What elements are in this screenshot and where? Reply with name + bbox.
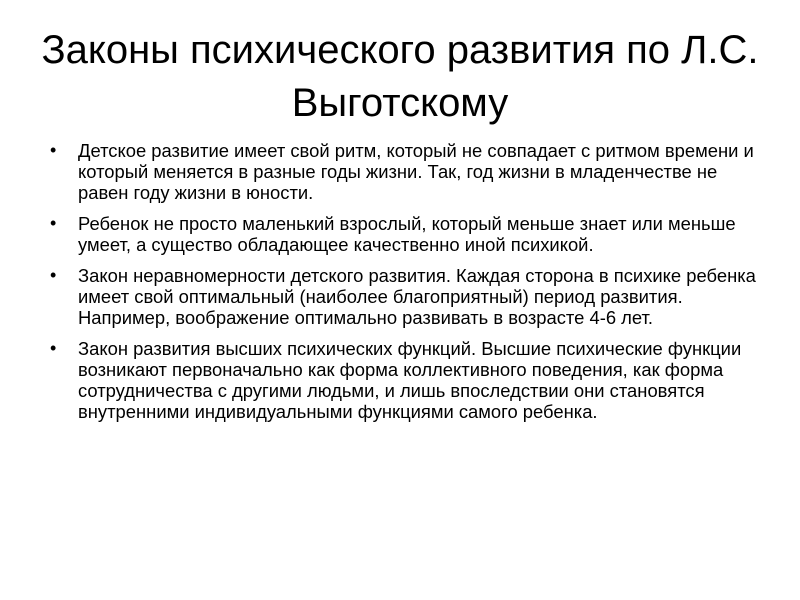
bullet-item [48, 213, 760, 255]
bullet-item [48, 265, 760, 328]
bullet-list [48, 140, 760, 432]
bullet-dot-icon: • [50, 140, 57, 160]
bullet-text: Ребенок не просто маленький взрослый, который меньше знает или меньше умеет, а существо обладающее качественно иной психикой. [78, 213, 736, 255]
bullet-item [48, 140, 760, 203]
bullet-text: Детское развитие имеет свой ритм, который не совпадает с ритмом времени и который меняется в разные годы жизни. Так, год жизни в младенчестве не равен году жизни в юности. [78, 140, 754, 203]
bullet-text: Закон развития высших психических функций. Высшие психические функции возникают первоначально как форма коллективного поведения, как форма сотрудничества с другими людьми, и лишь впоследствии они становятся внутренними индивидуальными функциями самого ребенка. [78, 338, 742, 422]
bullet-dot-icon: • [50, 213, 57, 233]
bullet-dot-icon: • [50, 265, 57, 285]
bullet-item [48, 338, 760, 422]
bullet-dot-icon: • [50, 338, 57, 358]
slide-title: Законы психического развития по Л.С. Выготскому [41, 28, 759, 125]
bullet-text: Закон неравномерности детского развития. Каждая сторона в психике ребенка имеет свой оптимальный (наиболее благоприятный) период развития. Например, воображение оптимально развивать в возрасте 4-6 лет. [78, 265, 756, 328]
